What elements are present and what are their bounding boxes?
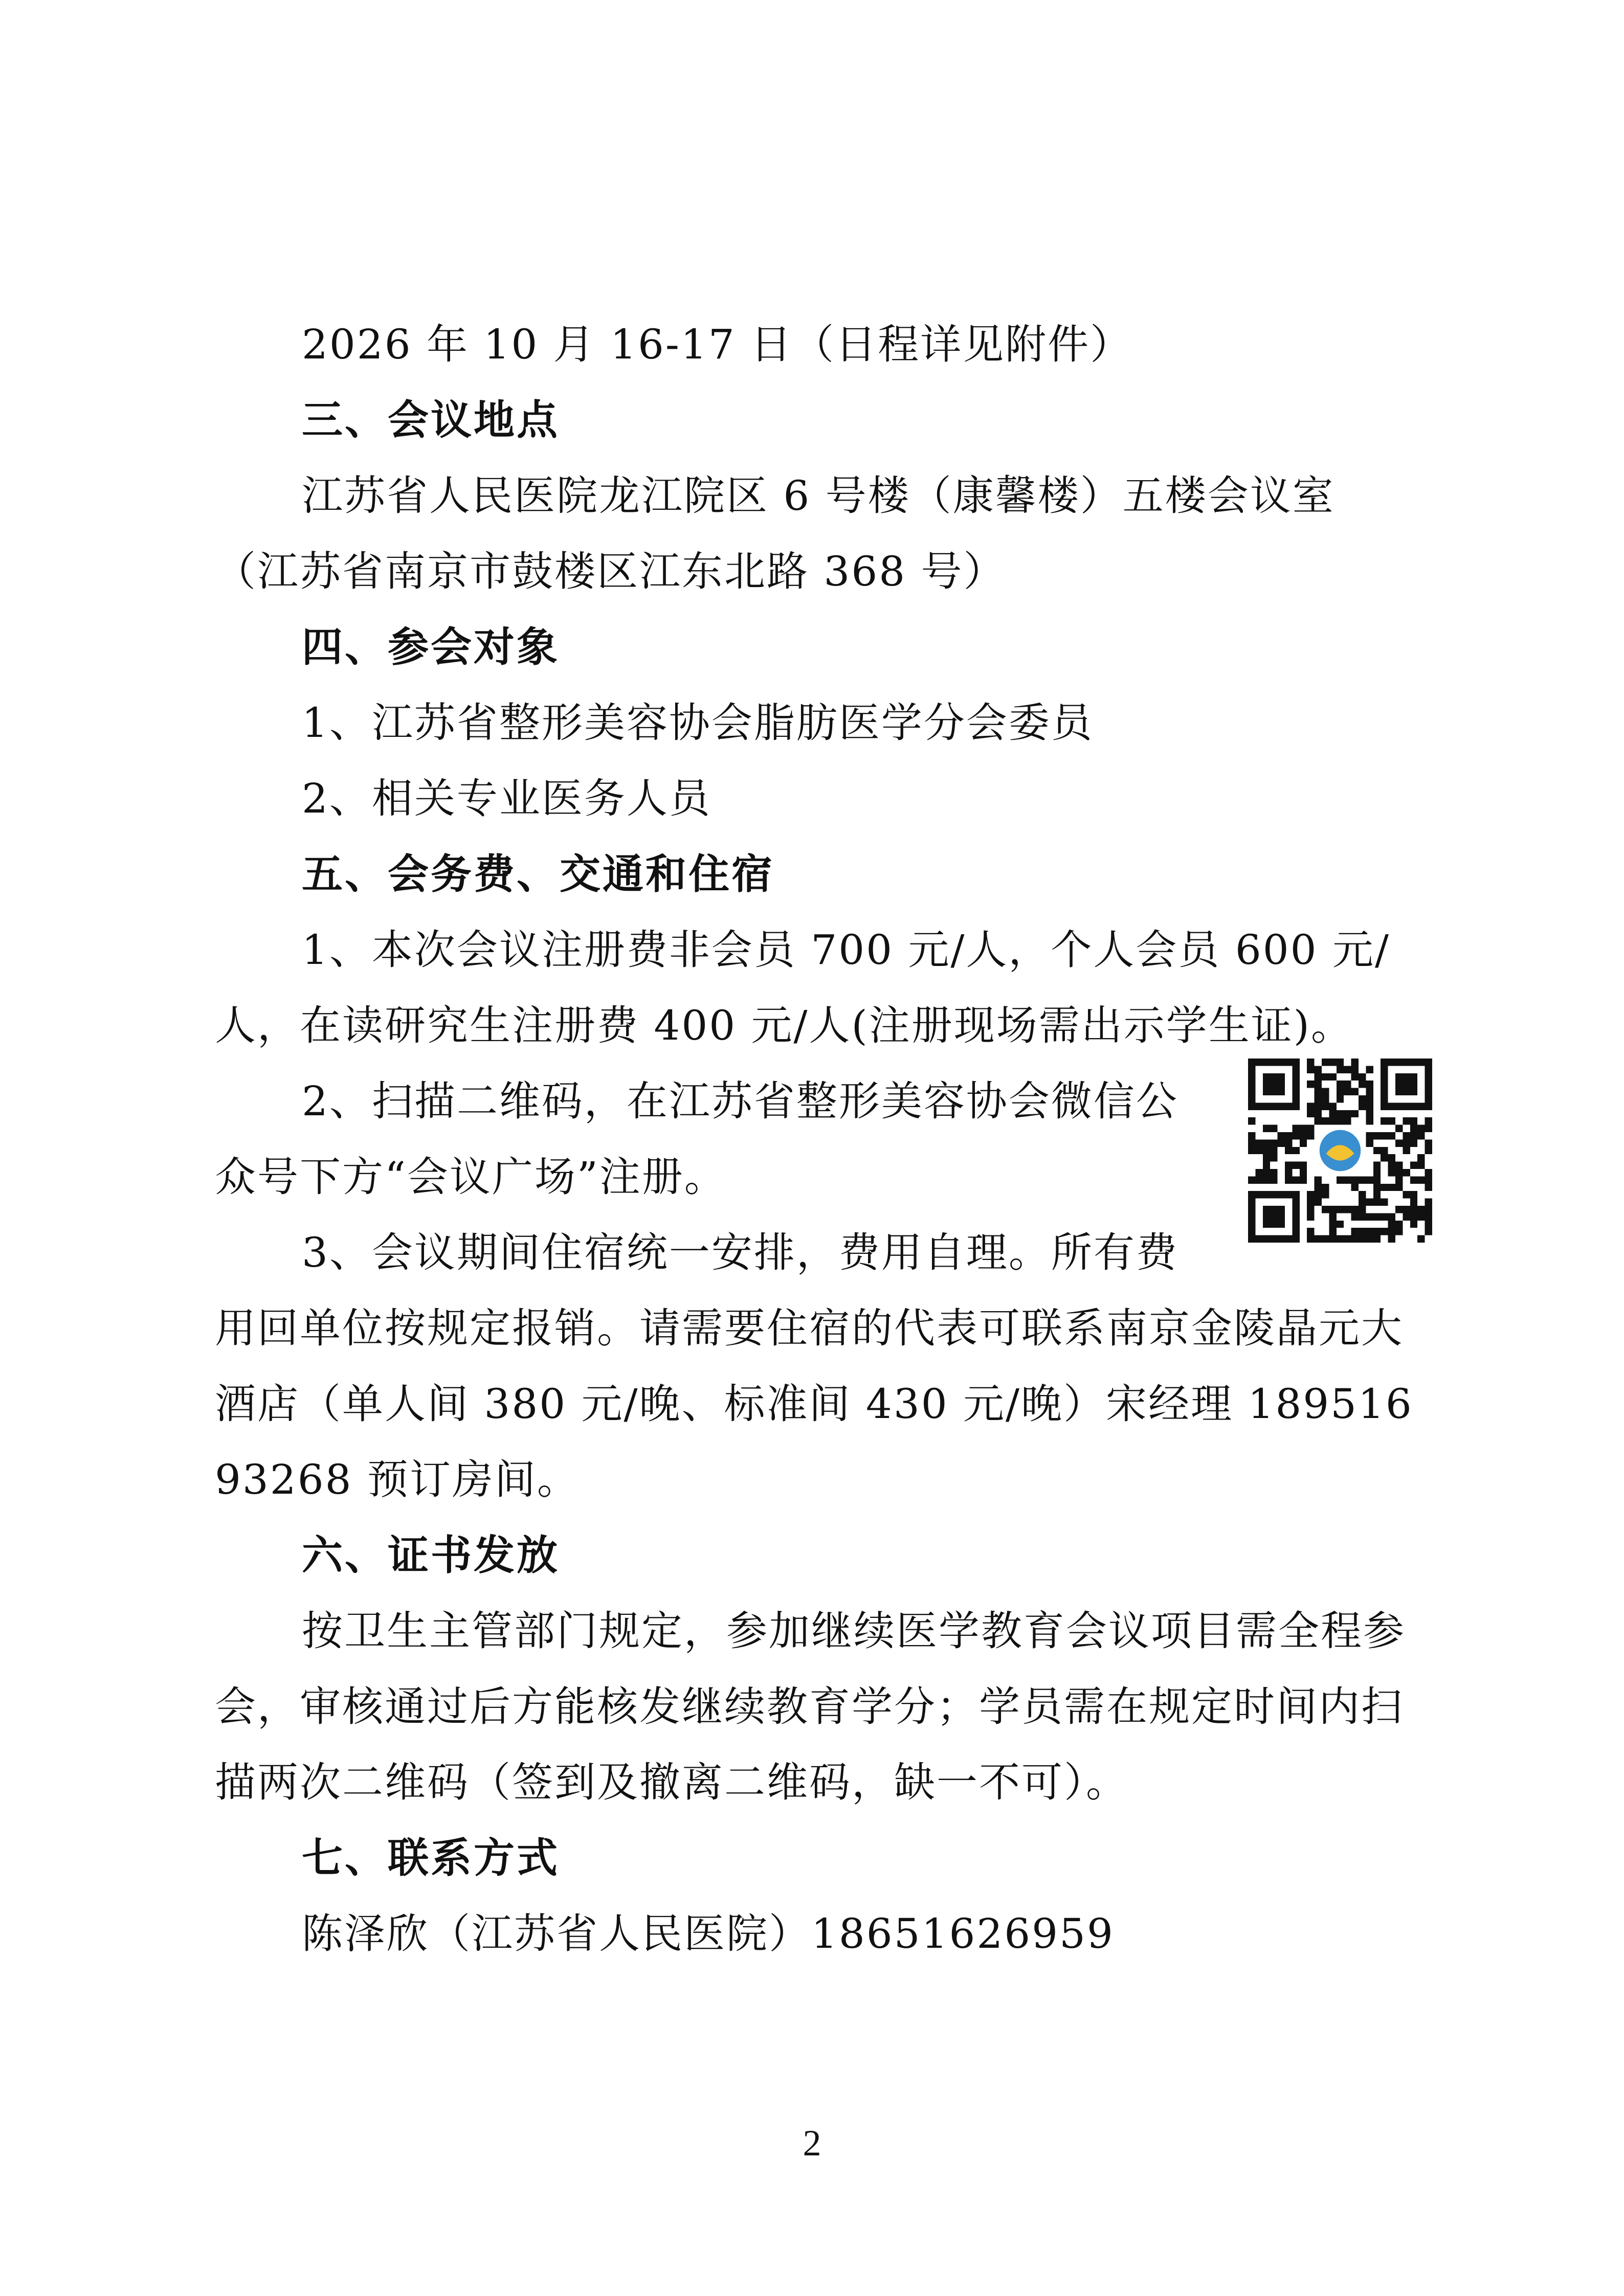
contact-text: 陈泽欣（江苏省人民医院）18651626959 bbox=[302, 1910, 1115, 1957]
contact-heading: 七、联系方式 bbox=[302, 1834, 560, 1882]
certificate-heading: 六、证书发放 bbox=[302, 1532, 560, 1579]
fees-item-3-start: 3、会议期间住宿统一安排，费用自理。所有费 bbox=[302, 1229, 1178, 1276]
certificate-text: 按卫生主管部门规定，参加继续医学教育会议项目需全程参会，审核通过后方能核发继续教育学分；学员需在规定时间内扫描两次二维码（签到及撤离二维码，缺一不可）。 bbox=[215, 1607, 1406, 1806]
venue-heading: 三、会议地点 bbox=[302, 396, 560, 444]
fees-heading: 五、会务费、交通和住宿 bbox=[302, 850, 774, 898]
fees-item-3-rest: 用回单位按规定报销。请需要住宿的代表可联系南京金陵晶元大酒店（单人间 380 元/晚、标准间 430 元/晚）宋经理 18951693268 预订房间。 bbox=[215, 1304, 1413, 1503]
attendees-item-1: 1、江苏省整形美容协会脂肪医学分会委员 bbox=[302, 699, 1094, 747]
fees-item-1: 1、本次会议注册费非会员 700 元/人，个人会员 600 元/人，在读研究生注册费 400 元/人(注册现场需出示学生证)。 bbox=[215, 926, 1390, 1049]
fees-item-2: 2、扫描二维码，在江苏省整形美容协会微信公众号下方“会议广场”注册。 bbox=[215, 1077, 1178, 1201]
meeting-date: 2026 年 10 月 16-17 日（日程详见附件） bbox=[302, 321, 1133, 368]
qr-code-icon bbox=[1248, 1059, 1432, 1243]
page-number: 2 bbox=[803, 2123, 821, 2164]
attendees-heading: 四、参会对象 bbox=[302, 623, 560, 671]
attendees-item-2: 2、相关专业医务人员 bbox=[302, 775, 711, 822]
venue-text: 江苏省人民医院龙江院区 6 号楼（康馨楼）五楼会议室（江苏省南京市鼓楼区江东北路 368 号） bbox=[215, 472, 1335, 595]
